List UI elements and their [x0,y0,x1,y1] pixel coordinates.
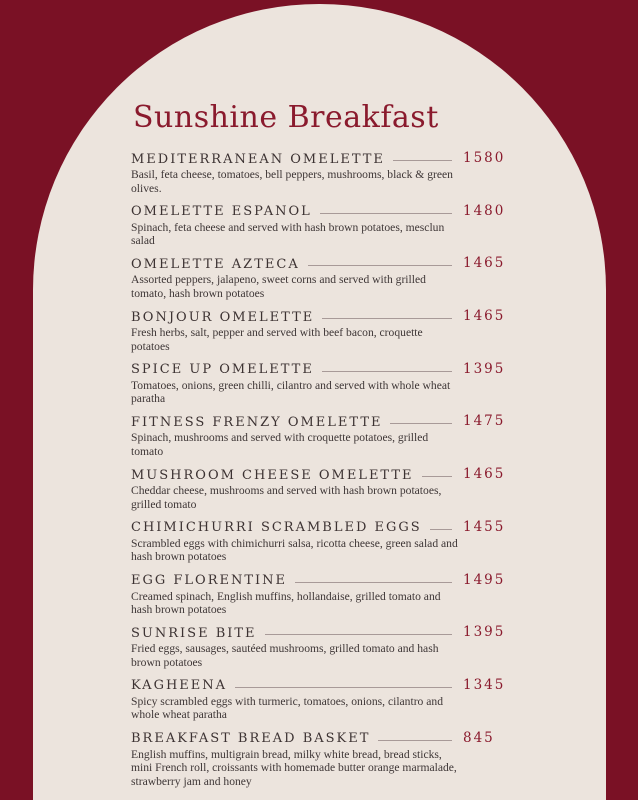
item-price: 1455 [463,518,506,535]
leader-line [430,529,452,530]
item-name: CHIMICHURRI SCRAMBLED EGGS [131,520,422,536]
item-description: Spinach, mushrooms and served with croquette potatoes, grilled tomato [131,431,429,458]
menu-item [131,414,511,467]
item-price: 1580 [463,150,506,166]
item-price: 1495 [463,571,506,588]
item-description: Fried eggs, sausages, sautéed mushrooms, grilled tomato and hash brown potatoes [131,642,439,669]
item-price: 1475 [463,413,506,430]
item-description: English muffins, multigrain bread, milky white bread, bread sticks, mini French roll, croissants with homemade butter orange marmalade, strawberry jam and honey [131,747,457,788]
menu-item [131,729,511,788]
menu-item [131,309,511,362]
leader-line [322,371,452,372]
item-price: 1465 [463,255,506,272]
item-price: 1345 [463,676,506,693]
item-name: OMELETTE AZTECA [131,256,300,272]
menu-item [131,204,511,257]
leader-line [378,740,452,741]
menu-item [131,625,511,678]
item-price: 1465 [463,466,506,483]
menu-list [131,150,511,788]
item-description: Tomatoes, onions, green chilli, cilantro and served with whole wheat paratha [131,378,451,406]
menu-item [131,678,511,731]
menu-item [131,256,511,309]
item-name: SUNRISE BITE [131,625,257,641]
menu-item [131,467,511,520]
menu-item [131,362,511,415]
leader-line [390,423,452,424]
item-name: BREAKFAST BREAD BASKET [131,731,371,747]
leader-line [235,687,452,688]
item-price: 1465 [463,308,506,325]
leader-line [295,582,452,583]
leader-line [308,265,452,266]
item-name: EGG FLORENTINE [131,573,288,588]
item-description: Fresh herbs, salt, pepper and served with beef bacon, croquette potatoes [131,326,423,353]
menu-item [131,520,511,573]
item-description: Assorted peppers, jalapeno, sweet corns and served with grilled tomato, hash brown potatoes [131,273,426,300]
leader-line [422,476,452,477]
menu-title: Sunshine Breakfast [133,100,439,135]
item-price: 1395 [463,360,506,377]
item-name: KAGHEENA [131,678,228,694]
item-description: Spicy scrambled eggs with turmeric, tomatoes, onions, cilantro and whole wheat paratha [131,694,443,722]
item-name: FITNESS FRENZY OMELETTE [131,414,383,430]
item-description: Cheddar cheese, mushrooms and served with hash brown potatoes, grilled tomato [131,484,442,511]
item-name: OMELETTE ESPANOL [131,204,312,220]
item-description: Scrambled eggs with chimichurri salsa, ricotta cheese, green salad and hash brown potatoes [131,536,458,564]
item-price: 1480 [463,202,506,219]
leader-line [320,213,452,214]
menu-item [131,151,511,204]
item-name: BONJOUR OMELETTE [131,309,315,325]
leader-line [265,634,452,635]
item-description: Creamed spinach, English muffins, hollandaise, grilled tomato and hash brown potatoes [131,589,441,616]
item-description: Spinach, feta cheese and served with hash brown potatoes, mesclun salad [131,220,445,248]
leader-line [393,160,452,161]
item-name: SPICE UP OMELETTE [131,362,314,378]
item-description: Basil, feta cheese, tomatoes, bell peppers, mushrooms, black & green olives. [131,168,453,195]
item-name: MUSHROOM CHEESE OMELETTE [131,467,414,483]
item-price: 845 [463,729,495,746]
leader-line [322,318,452,319]
item-name: MEDITERRANEAN OMELETTE [131,151,385,167]
item-price: 1395 [463,624,506,641]
menu-item [131,573,511,626]
